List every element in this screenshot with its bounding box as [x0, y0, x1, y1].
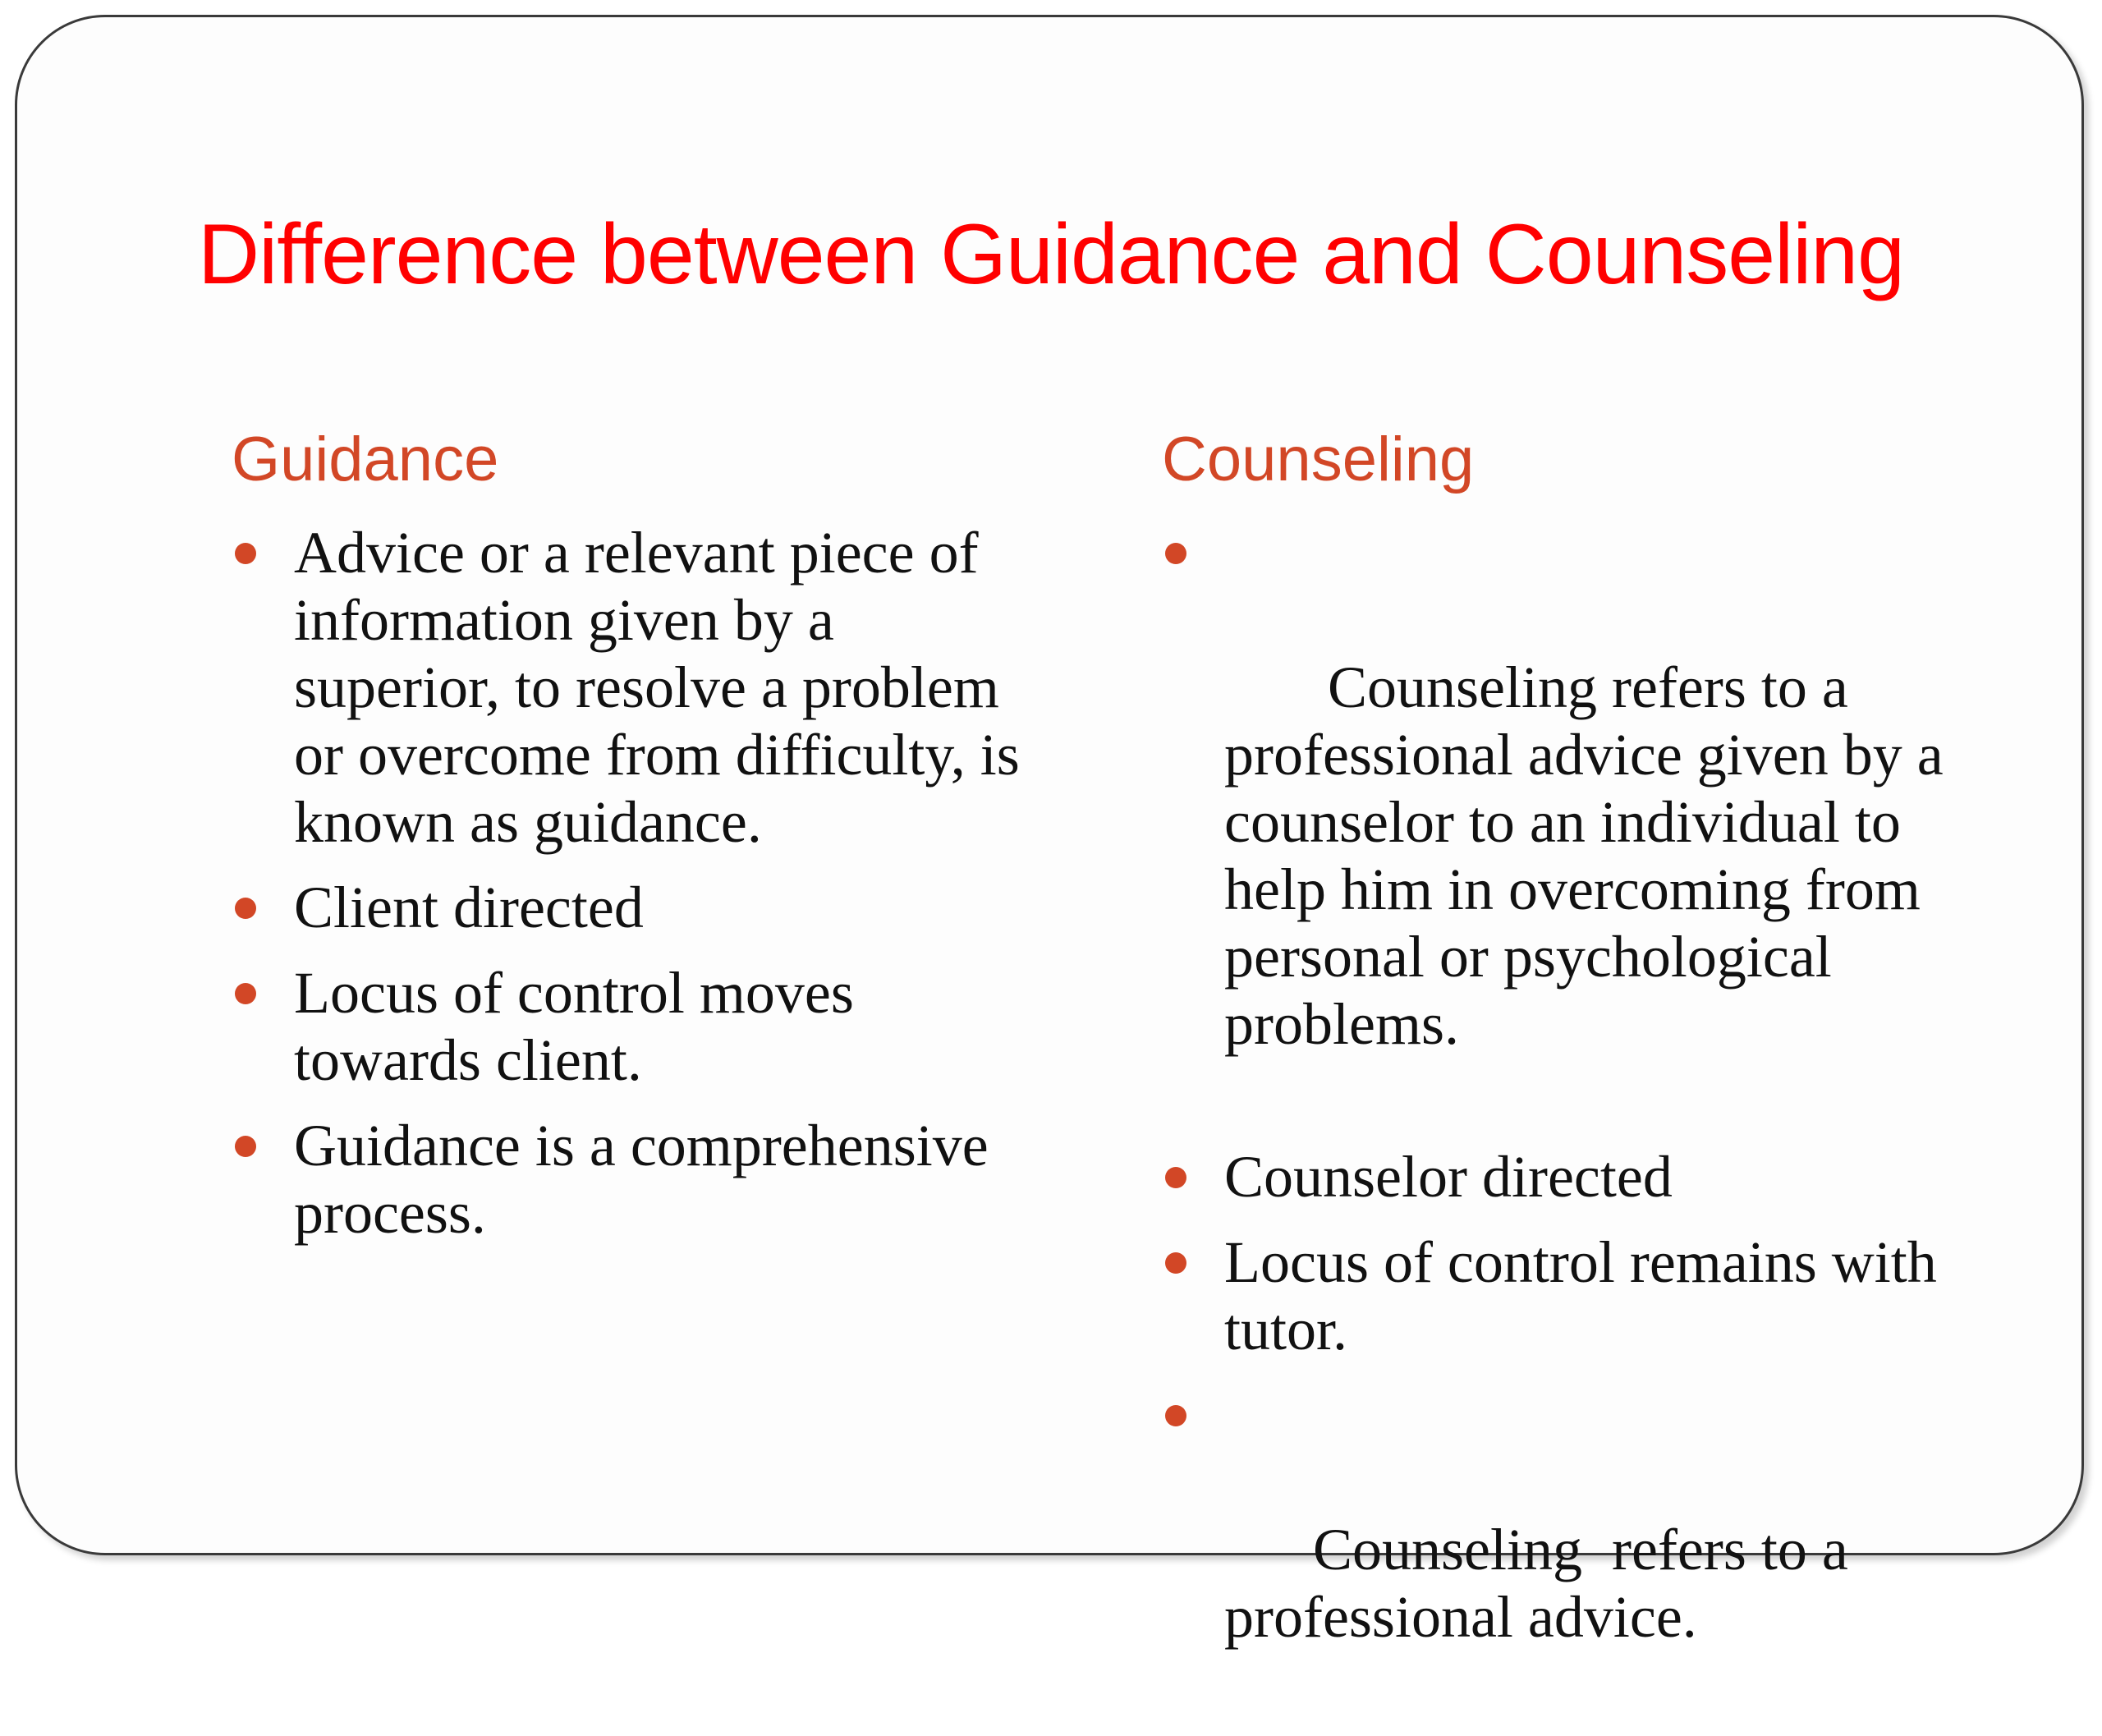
- guidance-bullet-item: [232, 874, 1053, 941]
- bullet-text: Locus of control remains with tutor.: [1224, 1229, 1937, 1362]
- bullet-dot-icon: [1165, 1405, 1186, 1426]
- bullet-text: Locus of control moves towards client.: [294, 960, 854, 1093]
- bullet-text: Advice or a relevant piece of information given by a superior, to resolve a problem or overcome from difficulty, is known as guidance.: [294, 520, 1020, 855]
- counseling-bullet-item: [1162, 1381, 1991, 1718]
- bullet-dot-icon: [1165, 1167, 1186, 1188]
- bullet-text: Client directed: [294, 875, 644, 940]
- bullet-text: Guidance is a comprehensive process.: [294, 1113, 989, 1246]
- counseling-bullet-item: [1162, 1143, 1991, 1210]
- counseling-bullet-item: [1162, 519, 1991, 1125]
- guidance-bullet-item: [232, 519, 1053, 856]
- counseling-heading: Counseling: [1162, 425, 1475, 494]
- slide-title: Difference between Guidance and Counseling: [198, 207, 1904, 302]
- bullet-text: Counseling refers to a professional advice given by a counselor to an individual to help him in overcoming from personal or psychological problems.: [1224, 654, 1958, 1057]
- guidance-bullet-item: [232, 1112, 1053, 1247]
- bullet-text: Counseling refers to a professional advice.: [1224, 1517, 1863, 1650]
- counseling-bullet-list: [1162, 519, 1991, 1718]
- guidance-bullet-list: [232, 519, 1053, 1247]
- bullet-dot-icon: [1165, 1252, 1186, 1274]
- bullet-dot-icon: [235, 898, 256, 919]
- bullet-dot-icon: [1165, 543, 1186, 564]
- bullet-dot-icon: [235, 543, 256, 564]
- bullet-dot-icon: [235, 983, 256, 1004]
- counseling-column: [1162, 419, 1991, 1736]
- bullet-dot-icon: [235, 1136, 256, 1157]
- bullet-text: Counselor directed: [1224, 1144, 1673, 1210]
- guidance-bullet-item: [232, 959, 1053, 1094]
- guidance-column: [232, 419, 1053, 1265]
- guidance-heading: Guidance: [232, 425, 499, 494]
- counseling-bullet-item: [1162, 1229, 1991, 1363]
